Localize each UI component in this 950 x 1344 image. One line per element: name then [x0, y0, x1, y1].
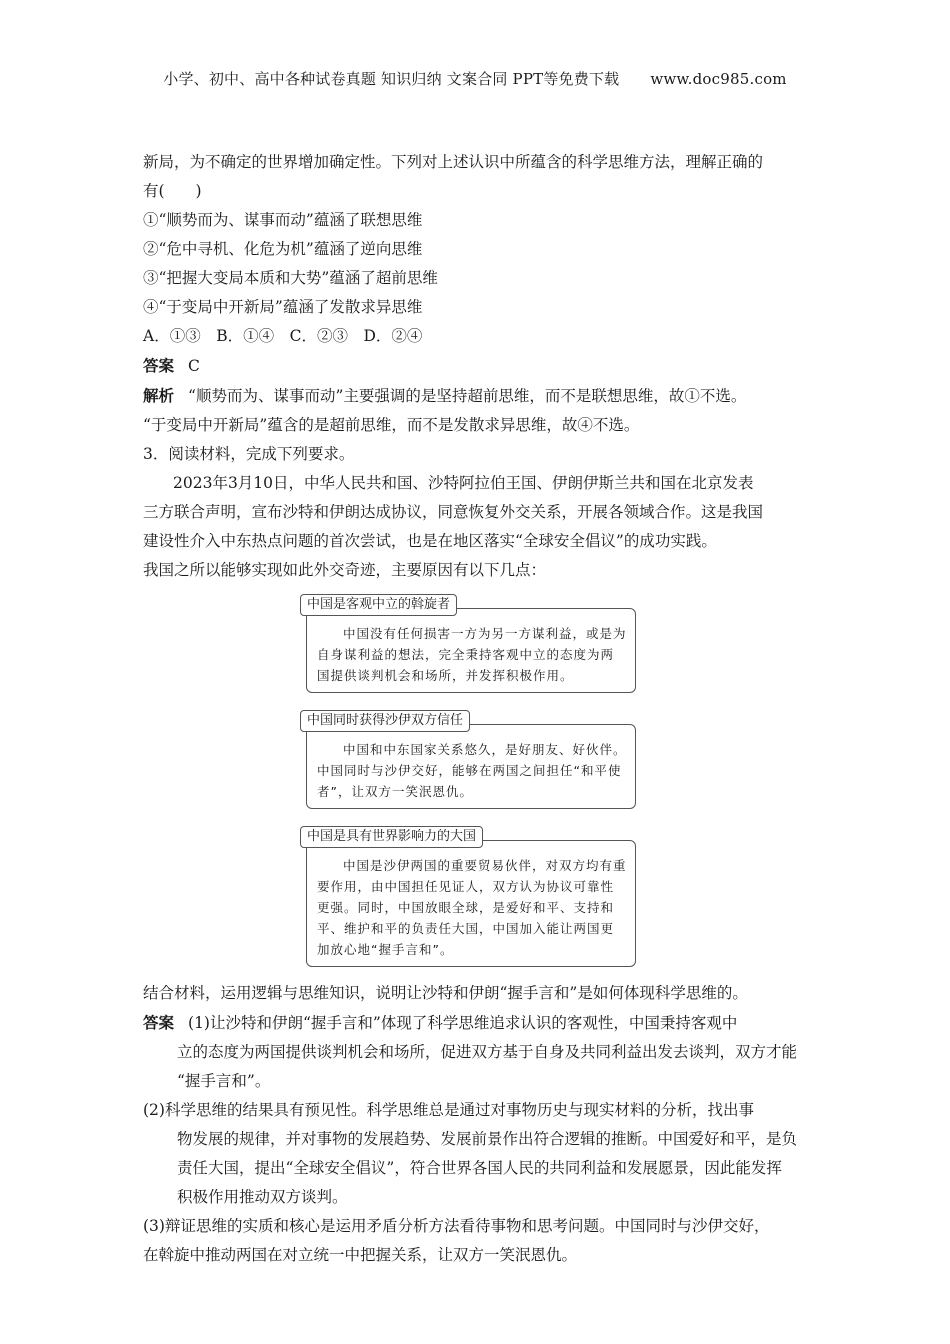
material-box: [300, 589, 656, 693]
header-url[interactable]: www.doc985.com: [650, 70, 787, 88]
q2-analysis: [143, 381, 815, 411]
q3-material-line2: 三方联合声明，宣布沙特和伊朗达成协议，同意恢复外交关系，开展各领域合作。这是我国: [143, 503, 764, 521]
q3-answer-p1-line1: (1)让沙特和伊朗“握手言和”体现了科学思维追求认识的客观性，中国秉持客观中: [188, 1014, 738, 1032]
q3-title: 3．阅读材料，完成下列要求。: [143, 445, 355, 463]
q2-analysis-line2: “于变局中开新局”蕴含的是超前思维，而不是发散求异思维，故④不选。: [143, 416, 640, 434]
q2-stem-line2: 有( ): [143, 182, 202, 200]
material-boxes: [300, 589, 656, 967]
q3-answer-p2-line4: 积极作用推动双方谈判。: [177, 1188, 348, 1206]
document-body: [143, 148, 815, 1270]
q2-answer-label: 答案: [143, 356, 175, 375]
q2-analysis-line1: “顺势而为、谋事而动”主要强调的是坚持超前思维，而不是联想思维，故①不选。: [188, 387, 747, 405]
box-body: 中国是沙伊两国的重要贸易伙伴，对双方均有重要作用，由中国担任见证人，双方认为协议可靠性更强。同时，中国放眼全球，是爱好和平、支持和平、维护和平的负责任大国，中国加入能让两国更加放心地“握手言和”。: [306, 840, 636, 967]
box-title: 中国是客观中立的斡旋者: [300, 594, 457, 616]
q3-answer-p3-line2: 在斡旋中推动两国在对立统一中把握关系，让双方一笑泯恩仇。: [143, 1246, 578, 1264]
q2-choices: A．①③ B．①④ C．②③ D．②④: [143, 327, 423, 345]
material-box: [300, 821, 656, 967]
q2-analysis-label: 解析: [143, 386, 175, 405]
box-body: 中国没有任何损害一方为另一方谋利益，或是为自身谋利益的想法，完全秉持客观中立的态度为两国提供谈判机会和场所，并发挥积极作用。: [306, 608, 636, 693]
q3-answer-p2-line2: 物发展的规律，并对事物的发展趋势、发展前景作出符合逻辑的推断。中国爱好和平，是负: [177, 1130, 798, 1148]
page-header: [0, 68, 950, 89]
q3-material-line4: 我国之所以能够实现如此外交奇迹，主要原因有以下几点：: [143, 561, 547, 579]
box-title: 中国同时获得沙伊双方信任: [300, 710, 470, 732]
q2-answer: [143, 351, 815, 381]
q3-answer-p3-line1: (3)辩证思维的实质和核心是运用矛盾分析方法看待事物和思考问题。中国同时与沙伊交好，: [143, 1217, 770, 1235]
box-title: 中国是具有世界影响力的大国: [300, 826, 483, 848]
q2-option-2: ②“危中寻机、化危为机”蕴涵了逆向思维: [143, 240, 423, 258]
material-box: [300, 705, 656, 809]
q3-answer-p2-line3: 责任大国，提出“全球安全倡议”，符合世界各国人民的共同利益和发展愿景，因此能发挥: [177, 1159, 782, 1177]
box-body: 中国和中东国家关系悠久，是好朋友、好伙伴。中国同时与沙伊交好，能够在两国之间担任“和平使者”，让双方一笑泯恩仇。: [306, 724, 636, 809]
q3-answer-p1-line2: 立的态度为两国提供谈判机会和场所，促进双方基于自身及共同利益出发去谈判，双方才能: [177, 1043, 798, 1061]
q3-answer-p1: [143, 1008, 815, 1038]
q3-answer-p2-line1: (2)科学思维的结果具有预见性。科学思维总是通过对事物历史与现实材料的分析，找出事: [143, 1101, 754, 1119]
q2-option-3: ③“把握大变局本质和大势”蕴涵了超前思维: [143, 269, 438, 287]
q3-material-line3: 建设性介入中东热点问题的首次尝试，也是在地区落实“全球安全倡议”的成功实践。: [143, 532, 717, 550]
q2-stem-line1: 新局，为不确定的世界增加确定性。下列对上述认识中所蕴含的科学思维方法，理解正确的: [143, 153, 764, 171]
q2-option-4: ④“于变局中开新局”蕴涵了发散求异思维: [143, 298, 423, 316]
q3-answer-p1-line3: “握手言和”。: [177, 1072, 271, 1090]
q3-material-line1: 2023年3月10日，中华人民共和国、沙特阿拉伯王国、伊朗伊斯兰共和国在北京发表: [173, 474, 754, 492]
header-text: 小学、初中、高中各种试卷真题 知识归纳 文案合同 PPT等免费下载: [163, 70, 620, 88]
q2-answer-value: C: [188, 357, 200, 375]
q3-answer-label: 答案: [143, 1013, 175, 1032]
q2-option-1: ①“顺势而为、谋事而动”蕴涵了联想思维: [143, 211, 423, 229]
q3-question: 结合材料，运用逻辑与思维知识，说明让沙特和伊朗“握手言和”是如何体现科学思维的。: [143, 984, 748, 1002]
